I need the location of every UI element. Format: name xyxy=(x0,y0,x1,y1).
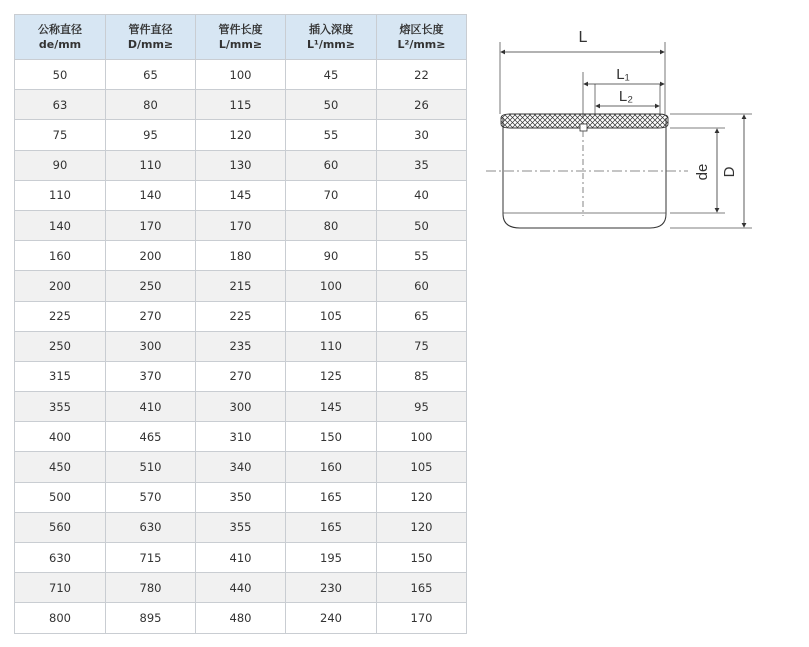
table-cell: 115 xyxy=(196,90,286,120)
table-cell: 100 xyxy=(377,422,467,452)
table-cell: 95 xyxy=(106,120,196,150)
table-cell: 800 xyxy=(15,603,106,633)
table-cell: 85 xyxy=(377,361,467,391)
table-cell: 200 xyxy=(15,271,106,301)
table-cell: 35 xyxy=(377,150,467,180)
table-cell: 105 xyxy=(286,301,377,331)
table-row xyxy=(15,603,467,633)
table-cell: 165 xyxy=(286,512,377,542)
table-cell: 80 xyxy=(106,90,196,120)
table-cell: 30 xyxy=(377,120,467,150)
table-cell: 55 xyxy=(377,241,467,271)
table-header-row xyxy=(15,15,467,60)
table-cell: 410 xyxy=(106,392,196,422)
fitting-diagram xyxy=(485,15,760,235)
table-cell: 180 xyxy=(196,241,286,271)
table-cell: 500 xyxy=(15,482,106,512)
table-cell: 105 xyxy=(377,452,467,482)
table-cell: 630 xyxy=(15,543,106,573)
table-cell: 160 xyxy=(286,452,377,482)
table-row xyxy=(15,452,467,482)
label-L1: L₁ xyxy=(616,66,630,83)
table-row xyxy=(15,271,467,301)
table-cell: 230 xyxy=(286,573,377,603)
table-cell: 80 xyxy=(286,210,377,240)
table-cell: 125 xyxy=(286,361,377,391)
table-cell: 170 xyxy=(106,210,196,240)
table-cell: 90 xyxy=(286,241,377,271)
table-cell: 145 xyxy=(196,180,286,210)
table-cell: 50 xyxy=(286,90,377,120)
table-cell: 150 xyxy=(377,543,467,573)
table-row xyxy=(15,180,467,210)
table-cell: 120 xyxy=(196,120,286,150)
table-cell: 70 xyxy=(286,180,377,210)
table-cell: 130 xyxy=(196,150,286,180)
table-cell: 50 xyxy=(377,210,467,240)
label-D: D xyxy=(721,166,738,178)
table-cell: 75 xyxy=(377,331,467,361)
table-row xyxy=(15,241,467,271)
table-row xyxy=(15,512,467,542)
table-cell: 170 xyxy=(377,603,467,633)
table-cell: 195 xyxy=(286,543,377,573)
table-cell: 465 xyxy=(106,422,196,452)
label-L2: L₂ xyxy=(618,88,634,105)
table-cell: 95 xyxy=(377,392,467,422)
label-de: de xyxy=(694,163,711,181)
table-cell: 410 xyxy=(196,543,286,573)
table-cell: 895 xyxy=(106,603,196,633)
table-cell: 225 xyxy=(196,301,286,331)
table-cell: 110 xyxy=(286,331,377,361)
fitting-body xyxy=(503,118,666,228)
table-cell: 400 xyxy=(15,422,106,452)
table-cell: 110 xyxy=(15,180,106,210)
table-cell: 355 xyxy=(15,392,106,422)
table-cell: 150 xyxy=(286,422,377,452)
table-row xyxy=(15,150,467,180)
table-cell: 63 xyxy=(15,90,106,120)
header-nominal-diameter: 公称直径 de/mm xyxy=(15,15,106,60)
table-cell: 55 xyxy=(286,120,377,150)
table-cell: 200 xyxy=(106,241,196,271)
table-cell: 270 xyxy=(196,361,286,391)
table-cell: 215 xyxy=(196,271,286,301)
table-cell: 355 xyxy=(196,512,286,542)
table-cell: 120 xyxy=(377,482,467,512)
table-cell: 630 xyxy=(106,512,196,542)
table-cell: 65 xyxy=(106,60,196,90)
table-cell: 160 xyxy=(15,241,106,271)
table-cell: 570 xyxy=(106,482,196,512)
table-row xyxy=(15,422,467,452)
header-insertion-depth: 插入深度 L¹/mm≥ xyxy=(286,15,377,60)
table-cell: 510 xyxy=(106,452,196,482)
table-cell: 75 xyxy=(15,120,106,150)
table-cell: 710 xyxy=(15,573,106,603)
table-cell: 140 xyxy=(15,210,106,240)
center-stop xyxy=(580,124,587,131)
header-fusion-zone-length: 熔区长度 L²/mm≥ xyxy=(377,15,467,60)
table-cell: 350 xyxy=(196,482,286,512)
table-cell: 250 xyxy=(106,271,196,301)
table-row xyxy=(15,482,467,512)
table-cell: 165 xyxy=(286,482,377,512)
table-row xyxy=(15,301,467,331)
table-row xyxy=(15,90,467,120)
table-row xyxy=(15,331,467,361)
table-row xyxy=(15,60,467,90)
table-cell: 715 xyxy=(106,543,196,573)
table-cell: 165 xyxy=(377,573,467,603)
dimensions-table xyxy=(14,14,467,634)
table-cell: 250 xyxy=(15,331,106,361)
table-cell: 300 xyxy=(196,392,286,422)
table-cell: 45 xyxy=(286,60,377,90)
table-cell: 450 xyxy=(15,452,106,482)
table-cell: 60 xyxy=(377,271,467,301)
table-cell: 440 xyxy=(196,573,286,603)
label-L: L xyxy=(578,29,588,46)
table-row xyxy=(15,120,467,150)
table-cell: 40 xyxy=(377,180,467,210)
table-cell: 300 xyxy=(106,331,196,361)
table-cell: 110 xyxy=(106,150,196,180)
header-fitting-diameter: 管件直径 D/mm≥ xyxy=(106,15,196,60)
table-cell: 26 xyxy=(377,90,467,120)
table-cell: 120 xyxy=(377,512,467,542)
table-cell: 22 xyxy=(377,60,467,90)
table-row xyxy=(15,543,467,573)
table-body xyxy=(15,60,467,634)
table-row xyxy=(15,210,467,240)
table-cell: 370 xyxy=(106,361,196,391)
table-cell: 225 xyxy=(15,301,106,331)
table-cell: 560 xyxy=(15,512,106,542)
table-row xyxy=(15,392,467,422)
table-row xyxy=(15,573,467,603)
table-cell: 60 xyxy=(286,150,377,180)
table-cell: 65 xyxy=(377,301,467,331)
table-cell: 100 xyxy=(196,60,286,90)
table-cell: 170 xyxy=(196,210,286,240)
table-cell: 235 xyxy=(196,331,286,361)
table-cell: 240 xyxy=(286,603,377,633)
table-cell: 50 xyxy=(15,60,106,90)
table-cell: 100 xyxy=(286,271,377,301)
table-cell: 780 xyxy=(106,573,196,603)
table-cell: 90 xyxy=(15,150,106,180)
header-fitting-length: 管件长度 L/mm≥ xyxy=(196,15,286,60)
table-cell: 145 xyxy=(286,392,377,422)
table-cell: 315 xyxy=(15,361,106,391)
table-cell: 310 xyxy=(196,422,286,452)
table-cell: 480 xyxy=(196,603,286,633)
table-cell: 270 xyxy=(106,301,196,331)
table-row xyxy=(15,361,467,391)
table-cell: 340 xyxy=(196,452,286,482)
table-cell: 140 xyxy=(106,180,196,210)
